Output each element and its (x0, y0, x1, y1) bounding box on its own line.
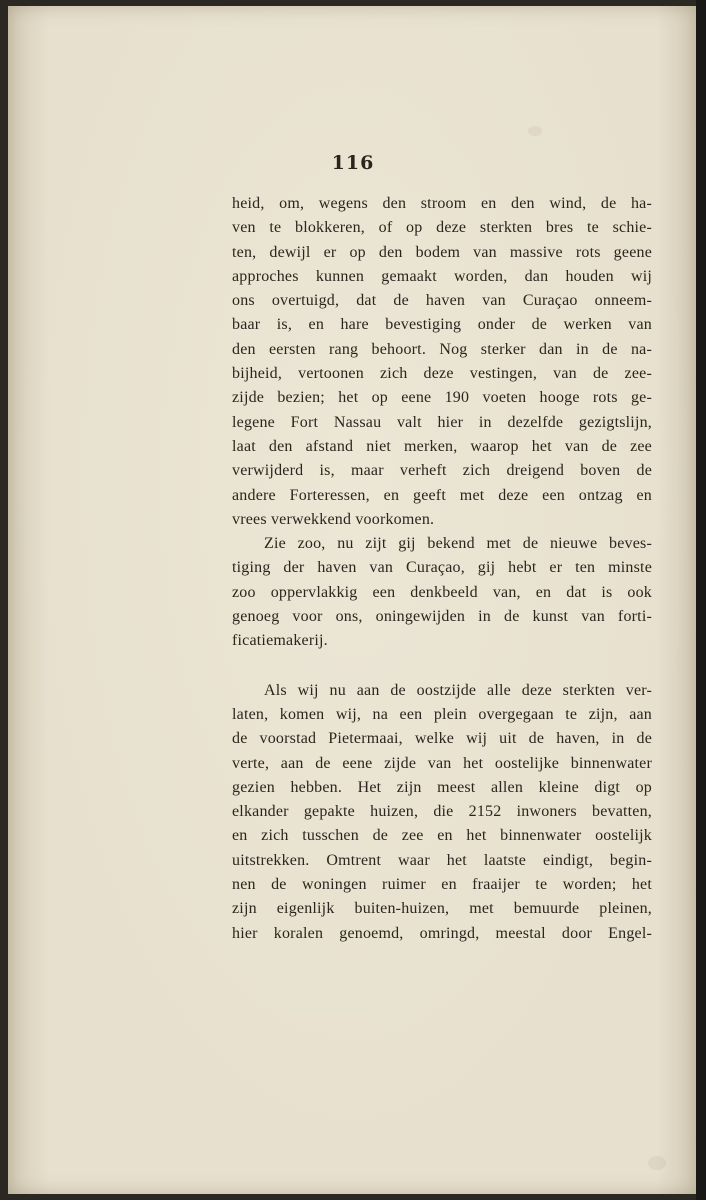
text-line: zijn eigenlijk buiten-huizen, met bemuurde pleinen, (232, 900, 652, 918)
text-line: ven te blokkeren, of op deze sterkten bres te schie- (232, 219, 652, 237)
text-line: heid, om, wegens den stroom en den wind, de ha- (232, 195, 652, 212)
text-line: en zich tusschen de zee en het binnenwater oostelijk (232, 827, 652, 845)
paragraph-3 (232, 679, 652, 946)
text-line: baar is, en hare bevestiging onder de werken van (232, 316, 652, 334)
paragraph-2 (232, 532, 652, 653)
text-line: zoo oppervlakkig een denkbeeld van, en dat is ook (232, 583, 652, 601)
text-line: approches kunnen gemaakt worden, dan houden wij (232, 267, 652, 285)
text-line: laten, komen wij, na een plein overgegaan te zijn, aan (232, 705, 652, 723)
text-line: verte, aan de eene zijde van het oostelijke binnenwater (232, 754, 652, 772)
text-line: laat den afstand niet merken, waarop het van de zee (232, 437, 652, 455)
text-line: gezien hebben. Het zijn meest allen kleine digt op (232, 778, 652, 796)
text-line: zijde bezien; het op eene 190 voeten hooge rots ge- (232, 389, 652, 407)
page-body-text (232, 192, 652, 946)
text-line: uitstrekken. Omtrent waar het laatste eindigt, begin- (232, 851, 652, 869)
text-line: Als wij nu aan de oostzijde alle deze sterkten ver- (264, 681, 652, 699)
text-line: ons overtuigd, dat de haven van Curaçao onneem- (232, 292, 652, 310)
text-line: andere Forteressen, en geeft met deze een ontzag en (232, 486, 652, 504)
text-line: ten, dewijl er op den bodem van massive rots geene (232, 243, 652, 261)
book-page (8, 6, 698, 1194)
text-line: vrees verwekkend voorkomen. (232, 510, 435, 528)
paper-stain (648, 1156, 666, 1170)
page-number: 116 (331, 152, 375, 174)
text-line: Zie zoo, nu zijt gij bekend met de nieuwe beves- (264, 535, 652, 553)
text-line: ficatiemakerij. (232, 632, 328, 650)
text-line: de voorstad Pietermaai, welke wij uit de haven, in de (232, 730, 652, 748)
text-line: den eersten rang behoort. Nog sterker dan in de na- (232, 340, 652, 358)
text-line: tiging der haven van Curaçao, gij hebt er ten minste (232, 559, 652, 577)
text-line: verwijderd is, maar verheft zich dreigend boven de (232, 462, 652, 480)
paragraph-1 (232, 192, 652, 532)
paper-stain (528, 126, 542, 136)
paragraph-spacer (232, 654, 652, 679)
scan-edge (696, 0, 706, 1200)
text-line: hier koralen genoemd, omringd, meestal door Engel- (232, 924, 652, 942)
text-line: nen de woningen ruimer en fraaijer te worden; het (232, 876, 652, 894)
text-line: legene Fort Nassau valt hier in dezelfde gezigtslijn, (232, 413, 652, 431)
text-line: bijheid, vertoonen zich deze vestingen, van de zee- (232, 365, 652, 383)
text-line: genoeg voor ons, oningewijden in de kunst van forti- (232, 608, 652, 626)
text-line: elkander gepakte huizen, die 2152 inwoners bevatten, (232, 803, 652, 821)
